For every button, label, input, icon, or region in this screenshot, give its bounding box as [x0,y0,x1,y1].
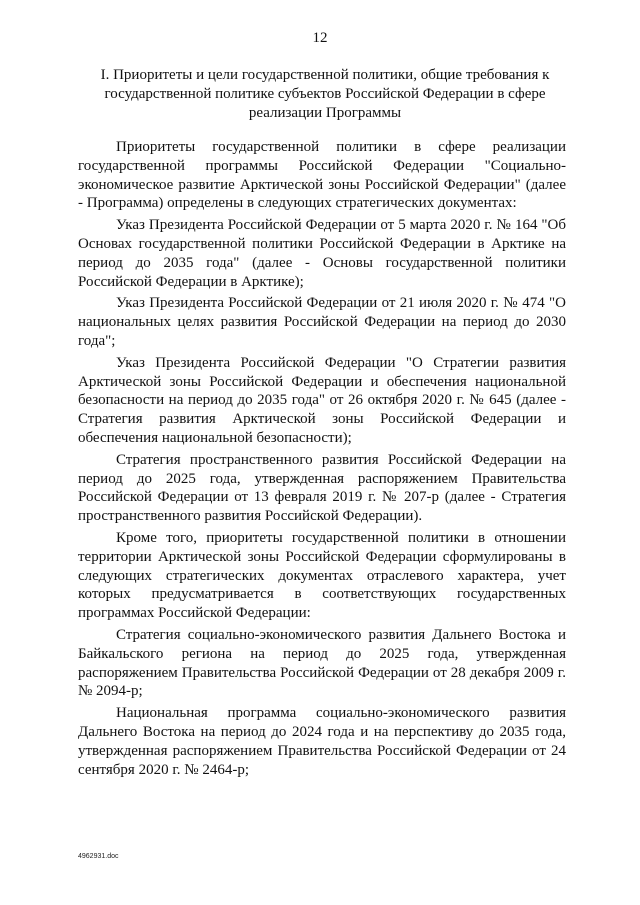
paragraph-national-program: Национальная программа социально-экономического развития Дальнего Востока на период до 2024 года и на перспективу до 2035 года, утвержденная распоряжением Правительства Российской Федерации от 24 сентября 2020 г. № 2464-р; [78,705,566,778]
paragraph-decree-164: Указ Президента Российской Федерации от 5 марта 2020 г. № 164 "Об Основах государственной политики Российской Федерации в Арктике на период до 2035 года" (далее - Основы государственной политики Российской Федерации в Арктике); [78,217,566,290]
paragraph-far-east-strategy: Стратегия социально-экономического развития Дальнего Востока и Байкальского региона на период до 2025 года, утвержденная распоряжением Правительства Российской Федерации от 28 декабря 2009 г. № 2094-р; [78,626,566,700]
page-number: 12 [312,30,328,46]
paragraph-sectoral-documents: Кроме того, приоритеты государственной политики в отношении территории Арктической зоны Российской Федерации сформулированы в следующих стратегических документах отраслевого характера, учет которых предусматривается в соответствующих государственных программах Российской Федерации: [78,529,566,622]
document-body [78,138,566,782]
paragraph-decree-474: Указ Президента Российской Федерации от 21 июля 2020 г. № 474 "О национальных целях развития Российской Федерации на период до 2030 года"; [78,295,566,349]
paragraph-spatial-strategy: Стратегия пространственного развития Российской Федерации на период до 2025 года, утвержденная распоряжением Правительства Российской Федерации от 13 февраля 2019 г. № 207-р (далее - Стратегия пространственного развития Российской Федерации). [78,451,566,525]
paragraph-decree-645: Указ Президента Российской Федерации "О Стратегии развития Арктической зоны Российской Федерации и обеспечения национальной безопасности на период до 2035 года" от 26 октября 2020 г. № 645 (далее - Стратегия развития Арктической зоны Российской Федерации и обеспечения национальной безопасности); [78,354,566,446]
paragraph-priorities-intro: Приоритеты государственной политики в сфере реализации государственной программы Российской Федерации "Социально-экономическое развитие Арктической зоны Российской Федерации" (далее - Программа) определены в следующих стратегических документах: [78,139,566,212]
document-file-code: 4962931.doc [78,853,119,860]
section-title: I. Приоритеты и цели государственной политики, общие требования к государственной политике субъектов Российской Федерации в сфере реализации Программы [100,67,550,121]
